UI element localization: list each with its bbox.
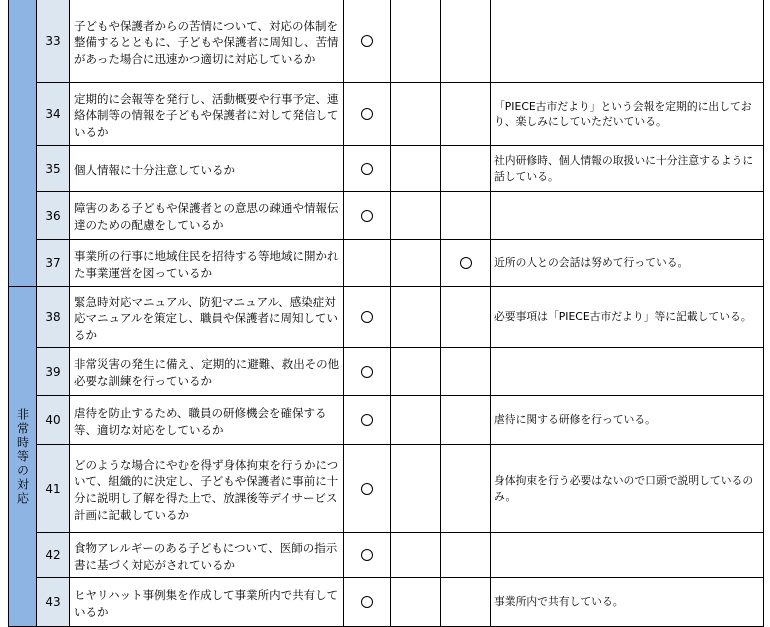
- comment-text: 「PIECE古市だより」という会報を定期的に出しており、楽しみにしていただいている。: [494, 99, 752, 128]
- answer-cell: [391, 533, 441, 578]
- circle-mark-icon: [361, 549, 373, 561]
- category-label: 非常時等の対応: [15, 407, 30, 506]
- item-text-cell: [70, 83, 344, 146]
- circle-mark-icon: [361, 108, 373, 120]
- row-number: 34: [37, 83, 70, 146]
- circle-mark-icon: [361, 483, 373, 495]
- answer-cell: [441, 348, 491, 396]
- category-cell: [8, 0, 37, 287]
- answer-cell: [441, 146, 491, 192]
- circle-mark-icon: [361, 163, 373, 175]
- item-text-cell: [70, 533, 344, 578]
- answer-cell: [344, 83, 391, 146]
- answer-cell: [344, 578, 391, 627]
- row-number: 37: [37, 240, 70, 287]
- answer-cell: [344, 533, 391, 578]
- item-text-cell: [70, 348, 344, 396]
- answer-cell: [391, 83, 441, 146]
- item-text: 障害のある子どもや保護者との意思の疎通や情報伝達のための配慮をしているか: [74, 201, 339, 232]
- answer-cell: [441, 287, 491, 348]
- comment-cell: [491, 533, 764, 578]
- answer-cell: [441, 533, 491, 578]
- item-text: 個人情報に十分注意しているか: [74, 162, 235, 177]
- answer-cell: [441, 578, 491, 627]
- comment-cell: [491, 0, 764, 83]
- item-text: 事業所の行事に地域住民を招待する等地域に開かれた事業運営を図っているか: [74, 248, 339, 280]
- answer-cell: [391, 348, 441, 396]
- circle-mark-icon: [361, 210, 373, 222]
- answer-cell: [391, 578, 441, 627]
- item-text-cell: [70, 0, 344, 83]
- item-text-cell: [70, 287, 344, 348]
- row-number: 38: [37, 287, 70, 348]
- item-text: 定期的に会報等を発行し、活動概要や行事予定、連絡体制等の情報を子どもや保護者に対して発信しているか: [74, 91, 339, 139]
- answer-cell: [344, 445, 391, 533]
- comment-text: 身体拘束を行う必要はないので口頭で説明しているのみ。: [494, 474, 754, 503]
- item-text-cell: [70, 578, 344, 627]
- circle-mark-icon: [460, 257, 472, 269]
- comment-text: 必要事項は「PIECE古市だより」等に記載している。: [494, 310, 752, 324]
- item-text: どのような場合にやむを得ず身体拘束を行うかについて、組織的に決定し、子どもや保護者に事前に十分に説明し了解を得た上で、放課後等デイサービス計画に記載しているか: [74, 457, 339, 522]
- circle-mark-icon: [361, 366, 373, 378]
- answer-cell: [391, 287, 441, 348]
- comment-cell: [491, 578, 764, 627]
- category-cell: [8, 287, 37, 627]
- comment-cell: [491, 287, 764, 348]
- comment-text: 近所の人との会話は努めて行っている。: [494, 256, 689, 270]
- item-text-cell: [70, 192, 344, 240]
- comment-cell: [491, 192, 764, 240]
- answer-cell: [344, 146, 391, 192]
- circle-mark-icon: [361, 311, 373, 323]
- comment-text: 事業所内で共有している。: [494, 595, 624, 609]
- row-number: 41: [37, 445, 70, 533]
- row-number: 33: [37, 0, 70, 83]
- row-number: 43: [37, 578, 70, 627]
- comment-text: 虐待に関する研修を行っている。: [494, 413, 656, 427]
- answer-cell: [344, 287, 391, 348]
- answer-cell: [441, 0, 491, 83]
- answer-cell: [391, 445, 441, 533]
- item-text-cell: [70, 240, 344, 287]
- answer-cell: [344, 240, 391, 287]
- answer-cell: [391, 192, 441, 240]
- comment-cell: [491, 445, 764, 533]
- answer-cell: [441, 445, 491, 533]
- circle-mark-icon: [361, 414, 373, 426]
- item-text: 緊急時対応マニュアル、防犯マニュアル、感染症対応マニュアルを策定し、職員や保護者に周知しているか: [74, 294, 339, 342]
- item-text-cell: [70, 146, 344, 192]
- answer-cell: [391, 146, 441, 192]
- item-text-cell: [70, 445, 344, 533]
- answer-cell: [391, 396, 441, 445]
- comment-text: 社内研修時、個人情報の取扱いに十分注意するように話している。: [494, 154, 754, 183]
- row-number: 40: [37, 396, 70, 445]
- item-text: 子どもや保護者からの苦情について、対応の体制を整備するとともに、子どもや保護者に周知し、苦情があった場合に迅速かつ適切に対応しているか: [74, 18, 339, 66]
- item-text: 非常災害の発生に備え、定期的に避難、救出その他必要な訓練を行っているか: [74, 357, 340, 388]
- comment-cell: [491, 396, 764, 445]
- item-text: 食物アレルギーのある子どもについて、医師の指示書に基づく対応がされているか: [74, 540, 338, 572]
- comment-cell: [491, 240, 764, 287]
- item-text-cell: [70, 396, 344, 445]
- answer-cell: [441, 396, 491, 445]
- answer-cell: [344, 396, 391, 445]
- answer-cell: [344, 192, 391, 240]
- answer-cell: [441, 83, 491, 146]
- row-number: 42: [37, 533, 70, 578]
- answer-cell: [391, 240, 441, 287]
- answer-cell: [344, 0, 391, 83]
- row-number: 36: [37, 192, 70, 240]
- answer-cell: [391, 0, 441, 83]
- comment-cell: [491, 83, 764, 146]
- circle-mark-icon: [361, 35, 373, 47]
- answer-cell: [344, 348, 391, 396]
- row-number: 35: [37, 146, 70, 192]
- item-text: ヒヤリハット事例集を作成して事業所内で共有しているか: [74, 587, 339, 619]
- circle-mark-icon: [361, 596, 373, 608]
- item-text: 虐待を防止するため、職員の研修機会を確保する等、適切な対応をしているか: [74, 405, 327, 437]
- comment-cell: [491, 348, 764, 396]
- row-number: 39: [37, 348, 70, 396]
- comment-cell: [491, 146, 764, 192]
- answer-cell: [441, 240, 491, 287]
- answer-cell: [441, 192, 491, 240]
